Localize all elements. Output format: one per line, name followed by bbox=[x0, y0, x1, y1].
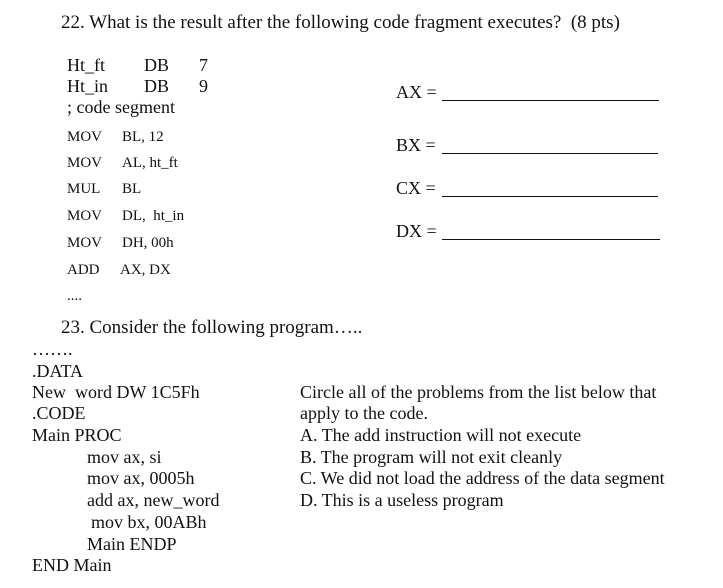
program-line-1: ……. bbox=[32, 339, 73, 359]
code-op-5: MOV bbox=[67, 235, 103, 251]
code-op-3: MUL bbox=[67, 181, 101, 197]
question-22-title: 22. What is the result after the following code fragment executes? (8 pts) bbox=[61, 12, 620, 33]
data-name-ht-in: Ht_in bbox=[67, 76, 109, 96]
answer-bx-blank[interactable] bbox=[442, 153, 658, 154]
code-op-6: ADD bbox=[67, 262, 100, 278]
code-ellipsis: .... bbox=[67, 288, 82, 304]
data-value-ht-ft: 7 bbox=[199, 55, 208, 75]
prompt-line-2: apply to the code. bbox=[300, 403, 428, 423]
program-line-4: .CODE bbox=[32, 403, 86, 423]
answer-dx-blank[interactable] bbox=[442, 239, 660, 240]
code-op-4: MOV bbox=[67, 208, 103, 224]
code-op-2: MOV bbox=[67, 155, 103, 171]
program-line-8: add ax, new_word bbox=[87, 490, 220, 510]
answer-dx-label: DX = bbox=[396, 221, 437, 241]
option-a[interactable]: A. The add instruction will not execute bbox=[300, 425, 582, 445]
program-line-7: mov ax, 0005h bbox=[87, 468, 195, 488]
code-op-1: MOV bbox=[67, 129, 103, 145]
code-args-3: BL bbox=[122, 181, 142, 197]
program-line-6: mov ax, si bbox=[87, 447, 162, 467]
answer-ax-blank[interactable] bbox=[442, 100, 659, 101]
option-b[interactable]: B. The program will not exit cleanly bbox=[300, 447, 563, 467]
program-line-9: mov bx, 00ABh bbox=[91, 512, 207, 532]
code-args-6: AX, DX bbox=[120, 262, 171, 278]
code-segment-comment: ; code segment bbox=[67, 97, 175, 117]
option-d[interactable]: D. This is a useless program bbox=[300, 490, 504, 510]
program-line-11: END Main bbox=[32, 555, 112, 575]
data-directive-ht-in: DB bbox=[144, 76, 170, 96]
prompt-line-1: Circle all of the problems from the list below that bbox=[300, 382, 657, 402]
answer-cx-label: CX = bbox=[396, 178, 436, 198]
answer-ax-label: AX = bbox=[396, 82, 437, 102]
code-args-2: AL, ht_ft bbox=[122, 155, 178, 171]
answer-bx-label: BX = bbox=[396, 135, 436, 155]
program-line-5: Main PROC bbox=[32, 425, 122, 445]
data-directive-ht-ft: DB bbox=[144, 55, 170, 75]
program-line-10: Main ENDP bbox=[87, 534, 177, 554]
code-args-5: DH, 00h bbox=[122, 235, 174, 251]
program-line-3: New word DW 1C5Fh bbox=[32, 382, 200, 402]
program-line-2: .DATA bbox=[32, 361, 84, 381]
answer-cx-blank[interactable] bbox=[442, 196, 658, 197]
option-c[interactable]: C. We did not load the address of the data segment bbox=[300, 468, 665, 488]
data-value-ht-in: 9 bbox=[199, 76, 208, 96]
data-name-ht-ft: Ht_ft bbox=[67, 55, 105, 75]
code-args-1: BL, 12 bbox=[122, 129, 164, 145]
code-args-4: DL, ht_in bbox=[122, 208, 185, 224]
question-23-title: 23. Consider the following program….. bbox=[61, 317, 363, 338]
